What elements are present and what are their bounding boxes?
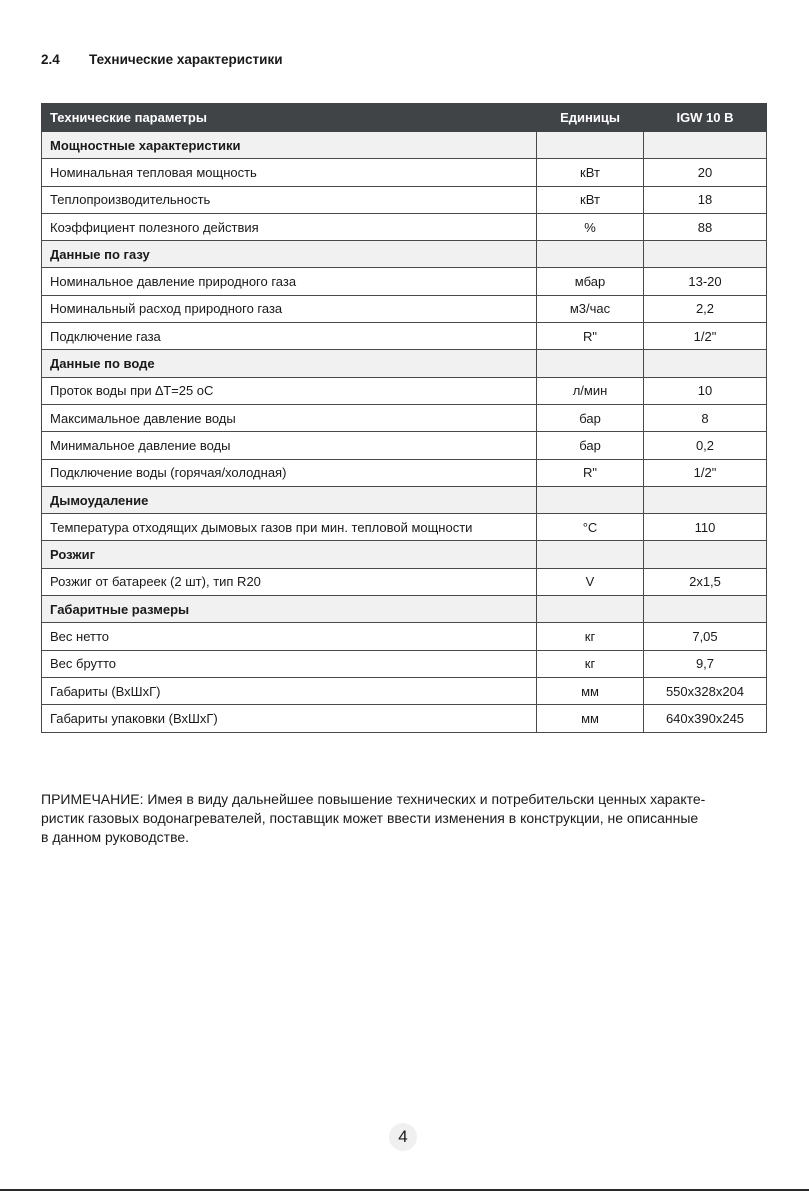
table-row — [42, 377, 767, 404]
header-units: Единицы — [537, 104, 644, 132]
unit-cell: кг — [537, 650, 644, 677]
table-row — [42, 404, 767, 431]
param-cell: Номинальный расход природного газа — [42, 295, 537, 322]
note-line: ПРИМЕЧАНИЕ: Имея в виду дальнейшее повышение технических и потребительски ценных характе- — [41, 791, 706, 807]
group-row — [42, 541, 767, 568]
param-cell: Розжиг — [42, 541, 537, 568]
table-row — [42, 705, 767, 732]
param-cell: Розжиг от батареек (2 шт), тип R20 — [42, 568, 537, 595]
note-paragraph — [41, 790, 766, 847]
table-row — [42, 323, 767, 350]
value-cell: 2x1,5 — [644, 568, 767, 595]
param-cell: Габариты (ВхШхГ) — [42, 677, 537, 704]
value-cell: 18 — [644, 186, 767, 213]
value-cell: 9,7 — [644, 650, 767, 677]
param-cell: Номинальная тепловая мощность — [42, 159, 537, 186]
unit-cell: R" — [537, 323, 644, 350]
table-row — [42, 459, 767, 486]
header-model: IGW 10 B — [644, 104, 767, 132]
param-cell: Габариты упаковки (ВхШхГ) — [42, 705, 537, 732]
param-cell: Проток воды при ∆T=25 оС — [42, 377, 537, 404]
section-number: 2.4 — [41, 52, 60, 67]
table-body — [42, 132, 767, 733]
unit-cell: R" — [537, 459, 644, 486]
unit-cell — [537, 241, 644, 268]
value-cell: 7,05 — [644, 623, 767, 650]
table-row — [42, 432, 767, 459]
unit-cell — [537, 596, 644, 623]
param-cell: Габаритные размеры — [42, 596, 537, 623]
specifications-table — [41, 103, 767, 733]
value-cell — [644, 486, 767, 513]
param-cell: Данные по газу — [42, 241, 537, 268]
unit-cell — [537, 350, 644, 377]
value-cell — [644, 596, 767, 623]
value-cell: 640x390x245 — [644, 705, 767, 732]
group-row — [42, 132, 767, 159]
note-line: ристик газовых водонагревателей, поставщик может ввести изменения в конструкции, не описанные — [41, 810, 699, 826]
table-row — [42, 568, 767, 595]
param-cell: Дымоудаление — [42, 486, 537, 513]
unit-cell: % — [537, 213, 644, 240]
value-cell: 550x328x204 — [644, 677, 767, 704]
unit-cell — [537, 132, 644, 159]
unit-cell: кг — [537, 623, 644, 650]
value-cell: 2,2 — [644, 295, 767, 322]
unit-cell: °С — [537, 514, 644, 541]
unit-cell: бар — [537, 404, 644, 431]
value-cell: 8 — [644, 404, 767, 431]
unit-cell: мм — [537, 705, 644, 732]
note-line: в данном руководстве. — [41, 829, 190, 845]
unit-cell: кВт — [537, 186, 644, 213]
param-cell: Коэффициент полезного действия — [42, 213, 537, 240]
param-cell: Мощностные характеристики — [42, 132, 537, 159]
unit-cell — [537, 486, 644, 513]
page-number: 4 — [389, 1123, 417, 1151]
table-row — [42, 268, 767, 295]
unit-cell: V — [537, 568, 644, 595]
group-row — [42, 486, 767, 513]
param-cell: Максимальное давление воды — [42, 404, 537, 431]
value-cell: 20 — [644, 159, 767, 186]
unit-cell — [537, 541, 644, 568]
param-cell: Номинальное давление природного газа — [42, 268, 537, 295]
section-heading — [41, 52, 283, 67]
bottom-divider — [0, 1189, 809, 1191]
group-row — [42, 350, 767, 377]
group-row — [42, 596, 767, 623]
value-cell: 10 — [644, 377, 767, 404]
group-row — [42, 241, 767, 268]
value-cell: 110 — [644, 514, 767, 541]
unit-cell: мм — [537, 677, 644, 704]
table-row — [42, 677, 767, 704]
table-row — [42, 650, 767, 677]
param-cell: Минимальное давление воды — [42, 432, 537, 459]
table-row — [42, 295, 767, 322]
value-cell: 13-20 — [644, 268, 767, 295]
value-cell: 1/2" — [644, 323, 767, 350]
table-row — [42, 186, 767, 213]
value-cell: 1/2" — [644, 459, 767, 486]
table-row — [42, 623, 767, 650]
value-cell — [644, 350, 767, 377]
param-cell: Теплопроизводительность — [42, 186, 537, 213]
table-header-row — [42, 104, 767, 132]
value-cell: 0,2 — [644, 432, 767, 459]
unit-cell: м3/час — [537, 295, 644, 322]
param-cell: Подключение газа — [42, 323, 537, 350]
param-cell: Подключение воды (горячая/холодная) — [42, 459, 537, 486]
unit-cell: мбар — [537, 268, 644, 295]
table-row — [42, 213, 767, 240]
value-cell — [644, 132, 767, 159]
table-row — [42, 514, 767, 541]
unit-cell: кВт — [537, 159, 644, 186]
unit-cell: л/мин — [537, 377, 644, 404]
header-parameters: Технические параметры — [42, 104, 537, 132]
param-cell: Данные по воде — [42, 350, 537, 377]
param-cell: Температура отходящих дымовых газов при мин. тепловой мощности — [42, 514, 537, 541]
table-row — [42, 159, 767, 186]
value-cell: 88 — [644, 213, 767, 240]
param-cell: Вес нетто — [42, 623, 537, 650]
value-cell — [644, 241, 767, 268]
param-cell: Вес брутто — [42, 650, 537, 677]
unit-cell: бар — [537, 432, 644, 459]
section-title: Технические характеристики — [89, 52, 283, 67]
value-cell — [644, 541, 767, 568]
